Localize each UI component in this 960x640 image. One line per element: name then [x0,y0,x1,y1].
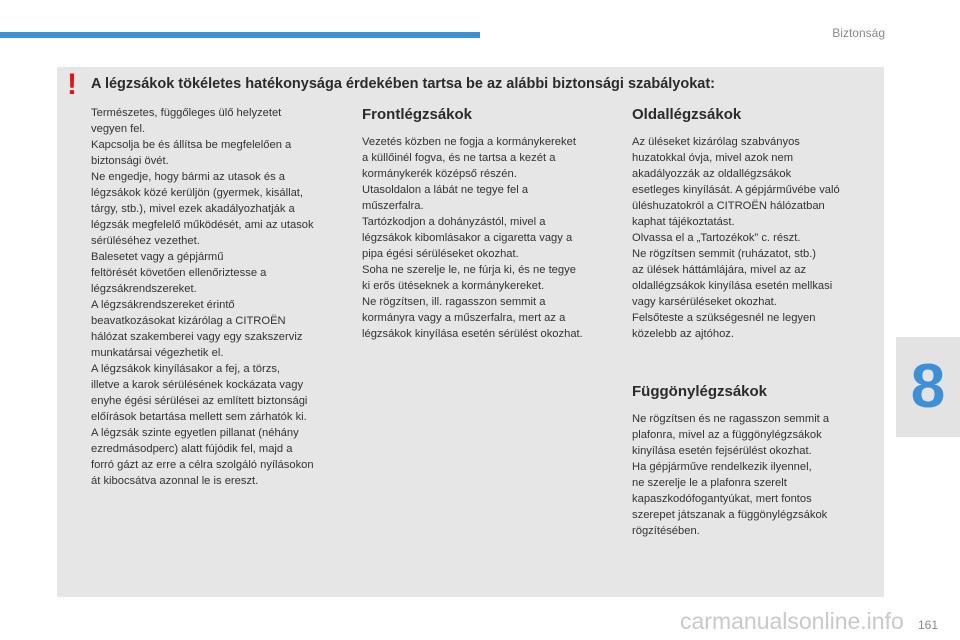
text-line: rögzítésében. [632,525,700,537]
curtain-airbags-column [632,383,872,539]
text-line: szerepet játszanak a függönylégzsákok [632,509,828,521]
text-line: ki erős ütéseknek a kormánykereket. [362,280,545,292]
chapter-number: 8 [910,352,946,421]
text-line: Ne engedje, hogy bármi az utasok és a [91,171,286,183]
text-line: munkatársai végezhetik el. [91,347,224,359]
text-line: üléshuzatokról a CITROËN hálózatban [632,200,825,212]
section-title: Biztonság [832,26,885,40]
text-line: A légzsákok kinyílásakor a fej, a törzs, [91,363,281,375]
front-airbags-title: Frontlégzsákok [362,106,473,123]
text-line: Ne rögzítsen és ne ragasszon semmit a [632,413,830,425]
text-line: a küllőinél fogva, és ne tartsa a kezét a [362,152,556,164]
watermark: carmanualsonline.info [680,608,904,634]
text-line: át kibocsátva azonnal le is ereszt. [91,475,259,487]
text-line: Természetes, függőleges ülő helyzetet [91,107,282,119]
text-line: biztonsági övét. [91,155,169,167]
text-line: kaphat tájékoztatást. [632,216,735,228]
text-line: Utasoldalon a lábát ne tegye fel a [362,184,529,196]
text-line: beavatkozásokat kizárólag a CITROËN [91,315,286,327]
general-rules-text [91,105,346,489]
text-line: előírások betartása mellett sem zárhatók ki. [91,411,307,423]
text-line: A légzsák szinte egyetlen pillanat (néhány [91,427,299,439]
text-line: kormányra vagy a műszerfalra, mert az a [362,312,566,324]
text-line: vegyen fel. [91,123,146,135]
text-line: Ne rögzítsen, ill. ragasszon semmit a [362,296,546,308]
text-line: plafonra, mivel az a függönylégzsákok [632,429,822,441]
text-line: tárgy, stb.), mivel ezek akadályozhatják a [91,203,295,215]
text-line: forró gázt az erre a célra szolgáló nyílásokon [91,459,314,471]
text-line: ne szerelje le a plafonra szerelt [632,477,787,489]
text-line: enyhe égési sérülései az említett biztonsági [91,395,308,407]
general-rules-column [91,105,346,489]
text-line: Olvassa el a „Tartozékok” c. részt. [632,232,801,244]
side-airbags-column [632,106,872,342]
warning-heading: A légzsákok tökéletes hatékonysága érdekében tartsa be az alábbi biztonsági szabályokat: [91,76,715,92]
text-line: vagy karsérüléseket okozhat. [632,296,777,308]
side-airbags-text [632,134,872,342]
text-line: pipa égési sérüléseket okozhat. [362,248,519,260]
curtain-airbags-title: Függönylégzsákok [632,383,768,400]
side-airbags-title: Oldallégzsákok [632,106,742,123]
front-airbags-text [362,134,612,342]
front-airbags-column [362,106,612,342]
text-line: feltörését követően ellenőriztesse a [91,267,267,279]
text-line: kinyílása esetén fejsérülést okozhat. [632,445,812,457]
text-line: hálózat szakemberei vagy egy szakszerviz [91,331,303,343]
text-line: ezredmásodperc) alatt fújódik fel, majd a [91,443,293,455]
text-line: Balesetet vagy a gépjármű [91,251,224,263]
page-number: 161 [917,618,938,632]
text-line: légzsákrendszereket. [91,283,197,295]
text-line: Vezetés közben ne fogja a kormánykereket [362,136,576,148]
text-line: légzsákok kinyílása esetén sérülést okozhat. [362,328,583,340]
text-line: oldallégzsákok kinyílása esetén mellkasi [632,280,833,292]
text-line: esetleges kinyílását. A gépjárművébe való [632,184,840,196]
text-line: Ne rögzítsen semmit (ruházatot, stb.) [632,248,817,260]
text-line: Felsőteste a szükségesnél ne legyen [632,312,816,324]
text-line: közelebb az ajtóhoz. [632,328,734,340]
text-line: Tartózkodjon a dohányzástól, mivel a [362,216,546,228]
text-line: kormánykerék középső részén. [362,168,517,180]
text-line: Kapcsolja be és állítsa be megfelelően a [91,139,292,151]
text-line: sérüléséhez vezethet. [91,235,200,247]
text-line: az ülések háttámlájára, mivel az az [632,264,807,276]
text-line: légzsákok közé kerüljön (gyermek, kisállat, [91,187,304,199]
text-line: műszerfalra. [362,200,424,212]
text-line: kapaszkodófogantyúkat, mert fontos [632,493,812,505]
text-line: Az üléseket kizárólag szabványos [632,136,800,148]
text-line: légzsákok kibomlásakor a cigaretta vagy a [362,232,573,244]
text-line: akadályozzák az oldallégzsákok [632,168,792,180]
text-line: illetve a karok sérülésének kockázata vagy [91,379,304,391]
header-accent-bar [0,32,480,38]
curtain-airbags-text [632,411,872,539]
text-line: Soha ne szerelje le, ne fúrja ki, és ne tegye [362,264,576,276]
exclamation-icon: ! [67,68,77,101]
text-line: A légzsákrendszereket érintő [91,299,235,311]
text-line: Ha gépjárműve rendelkezik ilyennel, [632,461,812,473]
text-line: huzatokkal óvja, mivel azok nem [632,152,794,164]
text-line: légzsák megfelelő működését, ami az utasok [91,219,314,231]
